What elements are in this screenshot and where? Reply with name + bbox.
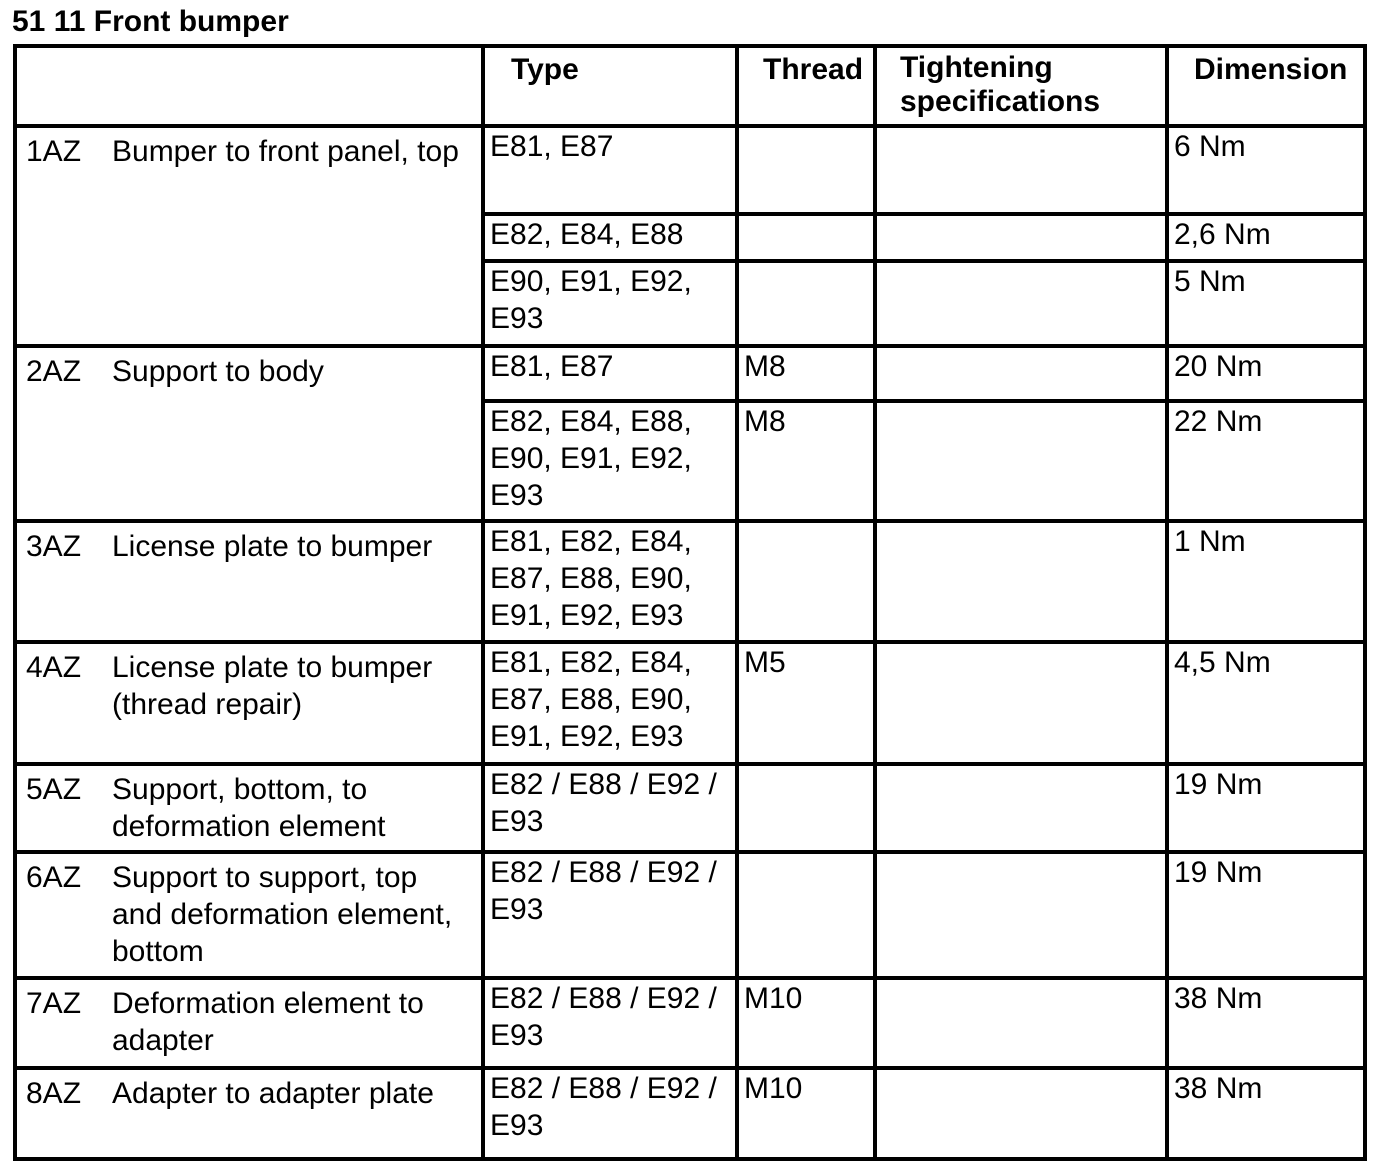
thread-cell: M10: [737, 1068, 875, 1159]
table-body: [15, 126, 1365, 1159]
header-thread: Thread: [737, 46, 875, 126]
item-code: 6AZ: [26, 861, 82, 894]
table-row: [15, 642, 1365, 764]
thread-cell: [737, 261, 875, 346]
table-row: [15, 521, 1365, 642]
type-cell: E82 / E88 / E92 / E93: [483, 764, 737, 852]
tightening-cell: [875, 521, 1167, 642]
item-cell: [15, 1068, 483, 1159]
header-tightening: Tightening specifications: [875, 46, 1167, 126]
header-dimension: Dimension: [1167, 46, 1365, 126]
tightening-cell: [875, 1068, 1167, 1159]
thread-cell: [737, 214, 875, 261]
type-cell: E82 / E88 / E92 / E93: [483, 978, 737, 1068]
tightening-cell: [875, 401, 1167, 521]
type-cell: E90, E91, E92, E93: [483, 261, 737, 346]
item-description: Adapter to adapter plate: [112, 1077, 434, 1110]
tightening-cell: [875, 852, 1167, 978]
tightening-cell: [875, 764, 1167, 852]
item-description: Deformation element to adapter: [112, 987, 424, 1057]
dimension-cell: 19 Nm: [1167, 852, 1365, 978]
item-code: 3AZ: [26, 530, 82, 563]
type-cell: E82 / E88 / E92 / E93: [483, 852, 737, 978]
dimension-cell: 6 Nm: [1167, 126, 1365, 214]
item-description: Support, bottom, to deformation element: [112, 773, 386, 843]
tightening-cell: [875, 261, 1167, 346]
dimension-cell: 2,6 Nm: [1167, 214, 1365, 261]
document-title: 51 11 Front bumper: [12, 5, 289, 38]
item-cell: [15, 852, 483, 978]
table-row: [15, 764, 1365, 852]
item-cell: [15, 521, 483, 642]
item-description: Support to support, top and deformation element, bottom: [112, 861, 453, 968]
dimension-cell: 22 Nm: [1167, 401, 1365, 521]
dimension-cell: 38 Nm: [1167, 978, 1365, 1068]
tightening-cell: [875, 642, 1167, 764]
table-row: [15, 346, 1365, 401]
item-cell: [15, 126, 483, 346]
item-code: 8AZ: [26, 1077, 82, 1110]
dimension-cell: 38 Nm: [1167, 1068, 1365, 1159]
type-cell: E81, E87: [483, 346, 737, 401]
header-row: [15, 46, 1365, 126]
table-row: [15, 126, 1365, 214]
thread-cell: [737, 126, 875, 214]
item-code: 4AZ: [26, 651, 82, 684]
item-description: Bumper to front panel, top: [112, 135, 459, 168]
item-code: 1AZ: [26, 135, 82, 168]
thread-cell: [737, 764, 875, 852]
thread-cell: M10: [737, 978, 875, 1068]
item-cell: [15, 764, 483, 852]
type-cell: E82, E84, E88, E90, E91, E92, E93: [483, 401, 737, 521]
torque-spec-table: [13, 44, 1367, 1161]
item-description: License plate to bumper: [112, 530, 433, 563]
item-code: 7AZ: [26, 987, 82, 1020]
table-row: [15, 978, 1365, 1068]
item-description: Support to body: [112, 355, 324, 388]
item-cell: [15, 346, 483, 521]
tightening-cell: [875, 214, 1167, 261]
thread-cell: M8: [737, 401, 875, 521]
dimension-cell: 4,5 Nm: [1167, 642, 1365, 764]
tightening-cell: [875, 346, 1167, 401]
dimension-cell: 5 Nm: [1167, 261, 1365, 346]
dimension-cell: 20 Nm: [1167, 346, 1365, 401]
thread-cell: M8: [737, 346, 875, 401]
dimension-cell: 1 Nm: [1167, 521, 1365, 642]
header-blank: [15, 46, 483, 126]
thread-cell: [737, 852, 875, 978]
item-code: 5AZ: [26, 773, 82, 806]
thread-cell: M5: [737, 642, 875, 764]
table-row: [15, 852, 1365, 978]
thread-cell: [737, 521, 875, 642]
tightening-cell: [875, 978, 1167, 1068]
type-cell: E81, E82, E84, E87, E88, E90, E91, E92, E93: [483, 521, 737, 642]
header-type: Type: [483, 46, 737, 126]
item-cell: [15, 978, 483, 1068]
type-cell: E82 / E88 / E92 / E93: [483, 1068, 737, 1159]
type-cell: E81, E87: [483, 126, 737, 214]
table-row: [15, 1068, 1365, 1159]
dimension-cell: 19 Nm: [1167, 764, 1365, 852]
item-description: License plate to bumper (thread repair): [112, 651, 433, 721]
item-code: 2AZ: [26, 355, 82, 388]
type-cell: E81, E82, E84, E87, E88, E90, E91, E92, E93: [483, 642, 737, 764]
tightening-cell: [875, 126, 1167, 214]
type-cell: E82, E84, E88: [483, 214, 737, 261]
item-cell: [15, 642, 483, 764]
